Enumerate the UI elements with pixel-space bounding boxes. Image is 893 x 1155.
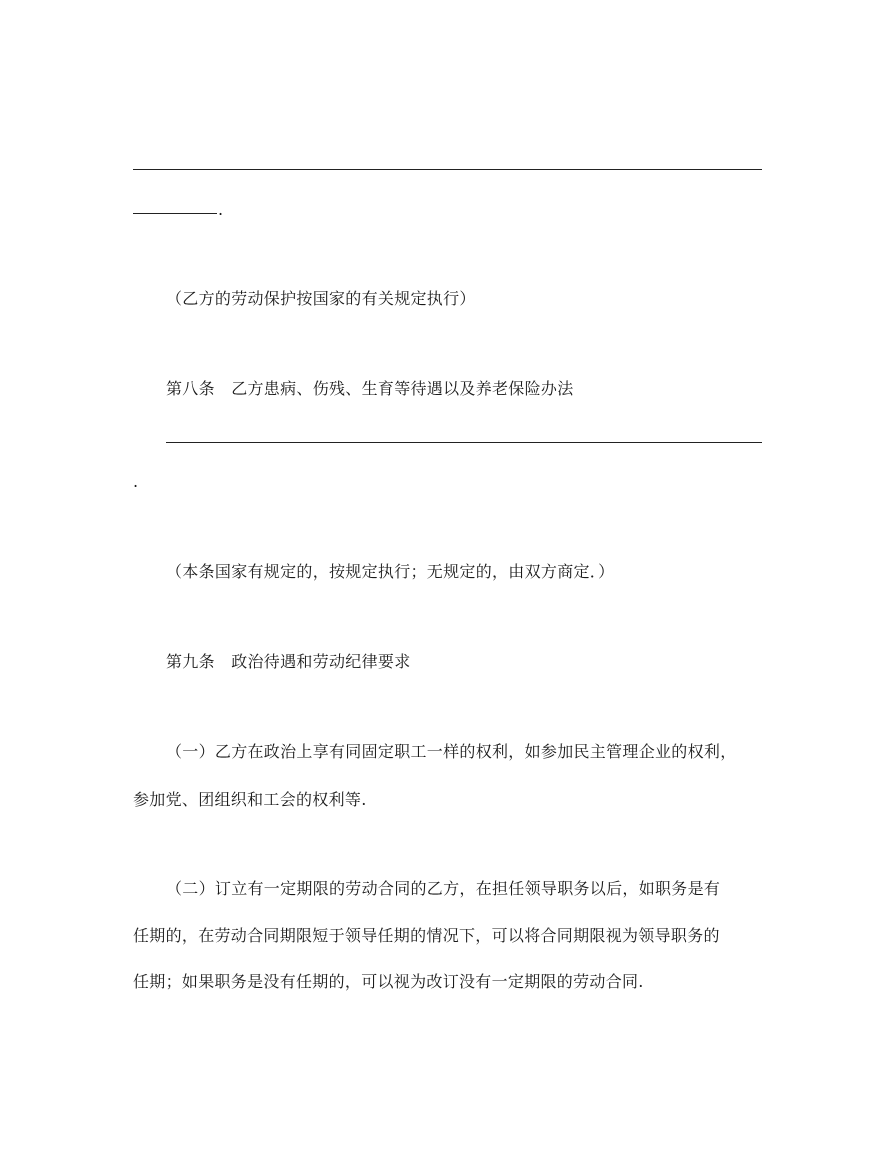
note-article-8: （本条国家有规定的，按规定执行；无规定的，由双方商定．） — [166, 562, 615, 581]
article-9-item-2-line-2: 任期的，在劳动合同期限短于领导任期的情况下，可以将合同期限视为领导职务的 — [133, 926, 720, 945]
fill-in-blank-short-line — [133, 213, 217, 214]
article-9-heading: 第九条 政治待遇和劳动纪律要求 — [166, 652, 411, 671]
article-9-item-1-line-1: （一）乙方在政治上享有同固定职工一样的权利，如参加民主管理企业的权利， — [166, 742, 737, 761]
article-9-item-1-line-2: 参加党、团组织和工会的权利等. — [133, 790, 367, 809]
blank-period-1: . — [218, 200, 224, 219]
article-9-item-2-line-3: 任期；如果职务是没有任期的，可以视为改订没有一定期限的劳动合同. — [133, 972, 644, 991]
fill-in-blank-line-2 — [166, 442, 762, 443]
article-8-heading: 第八条 乙方患病、伤残、生育等待遇以及养老保险办法 — [166, 379, 574, 398]
blank-period-2: . — [133, 472, 139, 491]
article-9-item-2-line-1: （二）订立有一定期限的劳动合同的乙方，在担任领导职务以后，如职务是有 — [166, 879, 721, 898]
note-labor-protection: （乙方的劳动保护按国家的有关规定执行） — [166, 289, 476, 308]
fill-in-blank-line-1 — [133, 169, 762, 170]
